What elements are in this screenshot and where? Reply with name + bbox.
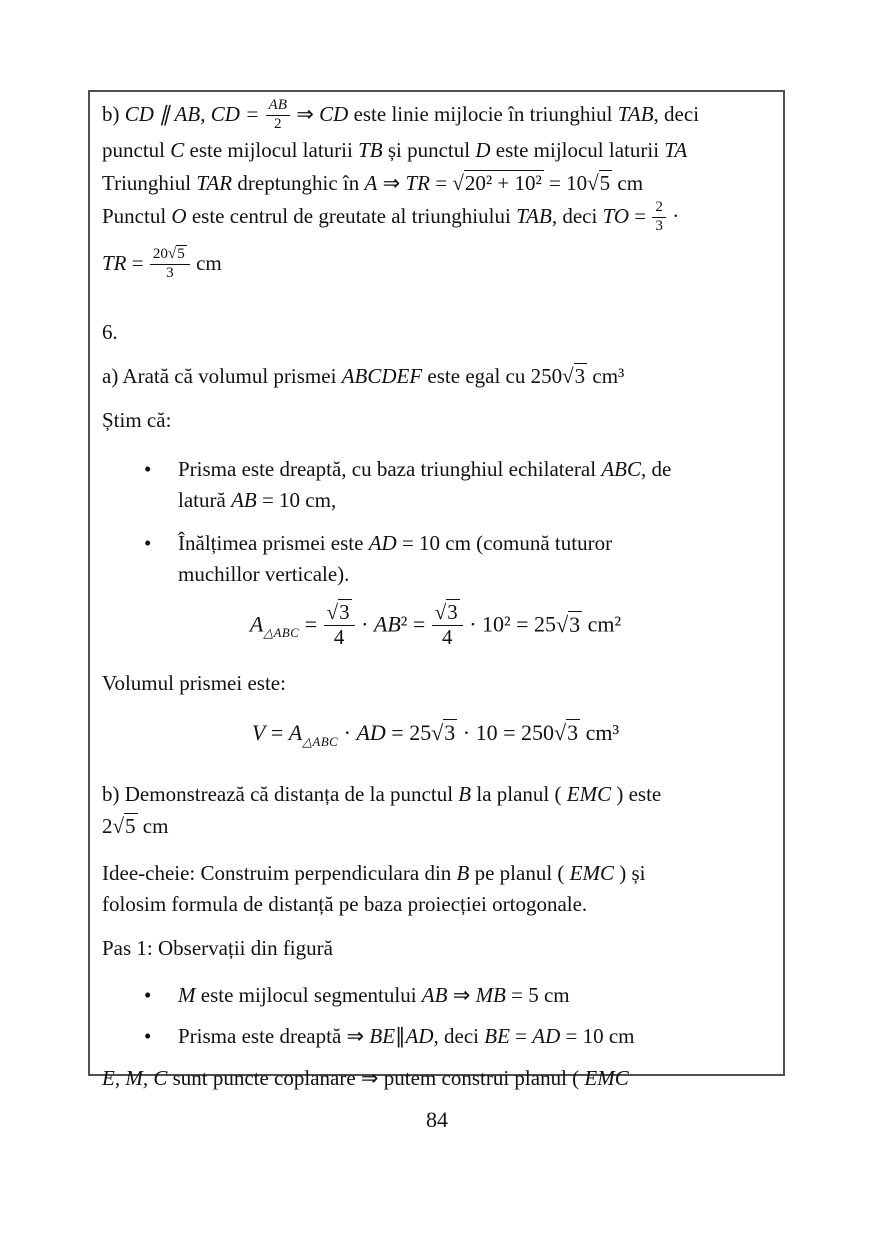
sqrt-radical <box>435 600 460 624</box>
list-item-text <box>178 454 769 516</box>
text-run: EMC <box>566 782 612 807</box>
fraction-numerator <box>324 601 355 626</box>
key-idea-paragraph <box>102 858 769 920</box>
text-run: 5 <box>125 814 136 839</box>
text-run: Punctul <box>102 204 172 229</box>
sqrt-radical <box>554 720 580 745</box>
text-run: ABCDEF <box>341 364 423 389</box>
fraction <box>651 199 667 235</box>
text-run: = 10 cm (comună tuturor <box>396 531 613 556</box>
solution-content-box <box>88 90 785 1091</box>
known-facts-label: Știm că: <box>102 408 172 433</box>
text-run: C <box>170 138 185 163</box>
text-run: · <box>666 204 680 229</box>
text-run: 3 <box>574 364 586 389</box>
subscript: △ABC <box>302 734 339 749</box>
text-run: 5 <box>599 171 611 196</box>
list-item-text <box>178 980 769 1011</box>
bullet-icon: • <box>144 983 152 1008</box>
text-run: = <box>126 251 149 276</box>
text-run: , deci <box>433 1024 485 1049</box>
text-run: 3 <box>339 599 350 624</box>
list-item <box>102 980 769 1011</box>
text-run: la planul ( <box>471 782 567 807</box>
observations-list <box>102 980 769 1052</box>
known-facts-list <box>102 454 769 590</box>
list-item-text <box>178 1021 769 1052</box>
text-run: 3 <box>444 720 456 746</box>
text-run: TA <box>664 138 688 163</box>
text-run: , de <box>641 457 672 482</box>
text-run: a) Arată că volumul prismei <box>102 364 342 389</box>
text-run: sunt puncte coplanare ⇒ putem construi planul ( <box>167 1066 585 1091</box>
volume-intro: Volumul prismei este: <box>102 671 286 696</box>
volume-formula <box>102 713 769 756</box>
text-run: 2 <box>274 115 282 132</box>
coplanar-paragraph <box>102 1062 769 1094</box>
text-run: este mijlocul laturii <box>490 138 665 163</box>
text-run: ABC <box>601 457 641 482</box>
text-run: 5 <box>177 246 185 263</box>
text-run: b) <box>102 102 125 126</box>
text-run: 20² + 10² <box>464 171 542 196</box>
radical-sign-icon: √ <box>556 611 569 637</box>
text-run: dreptunghic în <box>232 171 365 196</box>
list-item <box>102 528 769 590</box>
text-run: MB <box>475 983 506 1008</box>
sqrt-radical <box>168 246 187 262</box>
text-run: ⇒ <box>291 102 320 126</box>
text-run: pe planul ( <box>469 861 570 886</box>
text-run: cm² <box>582 611 622 637</box>
sqrt-radical <box>327 600 352 624</box>
text-run: ⇒ <box>377 171 406 196</box>
text-run: = 10 <box>543 171 588 196</box>
fraction-denominator <box>432 626 463 649</box>
text-run: EMC <box>584 1066 629 1091</box>
text-run: = <box>629 204 652 229</box>
text-run: A <box>364 171 378 196</box>
text-run: AB <box>373 611 401 637</box>
sqrt-radical <box>431 720 457 745</box>
text-run: 3 <box>655 218 663 235</box>
text-run: AD <box>356 720 386 746</box>
radicand <box>566 719 580 745</box>
text-run: , deci <box>551 204 603 229</box>
text-run: TB <box>358 138 383 163</box>
text-run: 20 <box>152 246 168 263</box>
radical-sign-icon: √ <box>562 364 574 389</box>
sqrt-radical <box>113 814 138 838</box>
text-run: cm <box>612 171 644 196</box>
text-run: latură <box>178 488 232 513</box>
sqrt-radical <box>562 364 587 388</box>
radical-sign-icon: √ <box>452 171 464 196</box>
text-run: 3 <box>166 265 174 282</box>
text-run: D <box>475 138 491 163</box>
text-run: TO <box>602 204 630 229</box>
text-run: · <box>355 611 374 637</box>
text-run: ∥ <box>395 1024 406 1049</box>
fraction-numerator <box>652 199 666 218</box>
text-run: = <box>265 720 289 746</box>
text-run: V <box>251 720 266 746</box>
radicand <box>124 813 138 838</box>
text-run: ² = <box>400 611 431 637</box>
text-run: cm <box>137 814 169 839</box>
text-run: este mijlocul laturii <box>184 138 359 163</box>
radicand <box>338 599 351 624</box>
radical-sign-icon: √ <box>434 599 447 624</box>
text-run: AB <box>231 488 257 513</box>
text-run: , deci <box>653 102 700 126</box>
text-run: TR <box>405 171 430 196</box>
text-run: A <box>249 611 264 637</box>
sqrt-radical <box>587 171 612 195</box>
text-run: BE <box>369 1024 396 1049</box>
text-run: CD <box>319 102 349 126</box>
radical-sign-icon: √ <box>167 246 177 263</box>
text-run: 2 <box>102 814 113 839</box>
sqrt-radical <box>556 612 582 637</box>
radicand <box>464 170 544 195</box>
text-run: CD ∥ AB, CD = <box>124 102 265 126</box>
text-run: cm³ <box>580 720 620 746</box>
text-run: 3 <box>447 599 458 624</box>
text-run: AD <box>405 1024 434 1049</box>
text-run: = 5 cm <box>505 983 570 1008</box>
paragraph-5b-tar-right-triangle <box>102 167 769 200</box>
list-item <box>102 1021 769 1052</box>
text-run: este mijlocul segmentului <box>195 983 422 1008</box>
text-run: este egal cu 250 <box>422 364 563 389</box>
fraction-numerator <box>266 97 290 116</box>
text-run: = 25 <box>385 720 432 746</box>
part-b-statement <box>102 778 769 842</box>
fraction <box>149 246 191 282</box>
text-run: B <box>458 782 472 807</box>
bullet-icon: • <box>144 1024 152 1049</box>
text-run: O <box>171 204 187 229</box>
text-run: = 10 cm <box>560 1024 635 1049</box>
text-run: TAB <box>516 204 552 229</box>
radical-sign-icon: √ <box>326 599 339 624</box>
text-run: M <box>178 983 196 1008</box>
base-area-formula <box>102 599 769 651</box>
text-run: · <box>338 720 357 746</box>
problem-number: 6. <box>102 320 118 345</box>
paragraph-5b-centroid <box>102 200 769 236</box>
text-run: AD <box>368 531 397 556</box>
text-run: ) și <box>614 861 646 886</box>
text-run: = <box>429 171 453 196</box>
fraction-denominator <box>150 265 190 282</box>
radical-sign-icon: √ <box>431 720 444 746</box>
radicand <box>574 363 588 388</box>
paragraph-5b-midline <box>102 98 769 167</box>
text-run: Prisma este dreaptă ⇒ <box>178 1024 370 1049</box>
text-run: ⇒ <box>447 983 476 1008</box>
text-run: cm <box>190 251 222 276</box>
step1-heading: Pas 1: Observații din figură <box>102 936 333 961</box>
text-run: BE <box>484 1024 510 1049</box>
sqrt-radical <box>452 171 543 195</box>
text-run: = 10 cm, <box>256 488 337 513</box>
text-run: AB <box>421 983 448 1008</box>
page-number: 84 <box>426 1107 448 1132</box>
text-run: A <box>288 720 303 746</box>
text-run: Triunghiul <box>102 171 197 196</box>
text-run: 3 <box>569 611 581 637</box>
radicand <box>568 611 582 637</box>
fraction-denominator <box>266 116 290 133</box>
text-run: folosim formula de distanță pe baza proiecției ortogonale. <box>102 892 588 917</box>
text-run: TAB <box>617 102 654 126</box>
fraction-denominator <box>652 218 666 235</box>
radical-sign-icon: √ <box>112 814 125 839</box>
text-run: Idee-cheie: Construim perpendiculara din <box>102 861 457 886</box>
text-run: AB <box>268 97 288 114</box>
list-item <box>102 454 769 516</box>
text-run: E, M, C <box>102 1066 168 1091</box>
text-run: b) Demonstrează că distanța de la punctul <box>102 782 459 807</box>
text-run: este linie mijlocie în triunghiul <box>348 102 618 126</box>
fraction <box>323 601 356 650</box>
text-run: punctul <box>102 138 171 163</box>
text-run: AD <box>532 1024 561 1049</box>
fraction-numerator <box>150 246 190 265</box>
text-run: este centrul de greutate al triunghiului <box>186 204 517 229</box>
text-run: Înălțimea prismei este <box>178 531 369 556</box>
text-run: EMC <box>569 861 614 886</box>
radicand <box>176 245 187 262</box>
text-run: Prisma este dreaptă, cu baza triunghiul echilateral <box>178 457 602 482</box>
text-run: B <box>456 861 470 886</box>
bullet-icon: • <box>144 531 152 556</box>
text-run: cm³ <box>587 364 625 389</box>
list-item-text <box>178 528 769 590</box>
text-run: · 10 = 250 <box>457 720 555 746</box>
text-run: 3 <box>567 720 579 746</box>
text-run: ) este <box>611 782 662 807</box>
radical-sign-icon: √ <box>554 720 567 746</box>
text-run: 4 <box>442 624 453 649</box>
text-run: TAR <box>196 171 233 196</box>
text-run: și punctul <box>382 138 476 163</box>
fraction-numerator <box>432 601 463 626</box>
bullet-icon: • <box>144 457 152 482</box>
radicand <box>443 719 457 745</box>
text-run: = <box>299 611 323 637</box>
radicand <box>599 170 613 195</box>
fraction <box>431 601 464 650</box>
text-run: 2 <box>655 199 663 216</box>
text-run: 4 <box>333 624 345 649</box>
radicand <box>446 599 459 624</box>
part-a-statement <box>102 360 769 392</box>
text-run: muchillor verticale). <box>178 562 350 587</box>
text-run: = <box>509 1024 533 1049</box>
fraction-denominator <box>324 626 355 649</box>
subscript: △ABC <box>263 626 300 641</box>
text-run: · 10² = 25 <box>463 611 557 637</box>
paragraph-5b-tr-result <box>102 240 769 286</box>
radical-sign-icon: √ <box>587 171 599 196</box>
text-run: TR <box>102 251 127 276</box>
fraction <box>265 97 291 133</box>
